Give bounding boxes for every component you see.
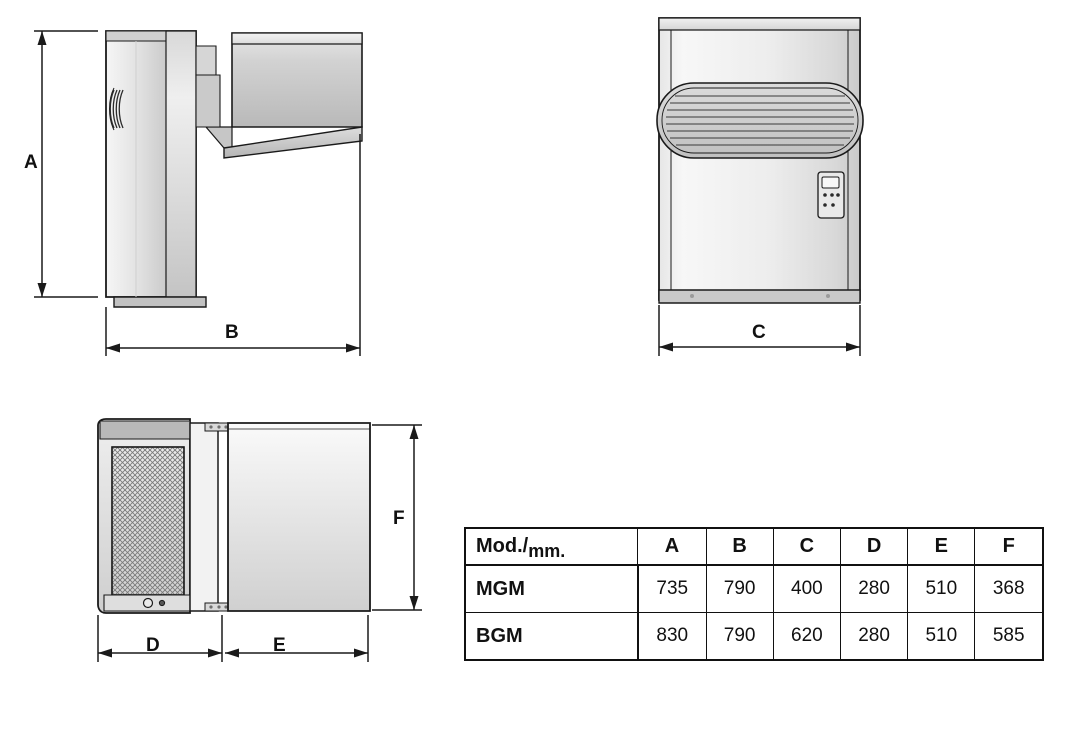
- front-view-drawing: [630, 0, 950, 370]
- cell-bgm-b: 790: [706, 613, 773, 661]
- dimension-label-e: E: [273, 635, 286, 656]
- column-header-e: E: [908, 528, 975, 565]
- corner-denominator: mm.: [528, 541, 566, 561]
- cell-mgm-f: 368: [975, 565, 1043, 613]
- side-view-drawing: [10, 0, 410, 370]
- column-header-b: B: [706, 528, 773, 565]
- dimension-label-f: F: [393, 508, 405, 529]
- cell-bgm-a: 830: [638, 613, 706, 661]
- cell-bgm-e: 510: [908, 613, 975, 661]
- table-header-row: [465, 528, 1043, 565]
- table-corner-cell: [465, 528, 638, 565]
- column-header-d: D: [840, 528, 907, 565]
- table-header: [465, 528, 1043, 565]
- column-header-a: A: [638, 528, 706, 565]
- cell-mgm-e: 510: [908, 565, 975, 613]
- cell-bgm-c: 620: [773, 613, 840, 661]
- cell-bgm-f: 585: [975, 613, 1043, 661]
- top-view-drawing: [70, 405, 520, 705]
- table-body: [465, 565, 1043, 660]
- row-model-mgm: MGM: [465, 565, 638, 613]
- row-model-bgm: BGM: [465, 613, 638, 661]
- cell-mgm-d: 280: [840, 565, 907, 613]
- cell-bgm-d: 280: [840, 613, 907, 661]
- dimension-label-d: D: [146, 635, 160, 656]
- dimension-label-b: B: [225, 322, 239, 343]
- dimension-label-a: A: [24, 152, 38, 173]
- table-row: [465, 613, 1043, 661]
- corner-numerator: Mod./: [476, 535, 529, 557]
- cell-mgm-a: 735: [638, 565, 706, 613]
- column-header-c: C: [773, 528, 840, 565]
- cell-mgm-b: 790: [706, 565, 773, 613]
- cell-mgm-c: 400: [773, 565, 840, 613]
- specifications-table: [464, 527, 1044, 661]
- table-row: [465, 565, 1043, 613]
- column-header-f: F: [975, 528, 1043, 565]
- dimension-label-c: C: [752, 322, 766, 343]
